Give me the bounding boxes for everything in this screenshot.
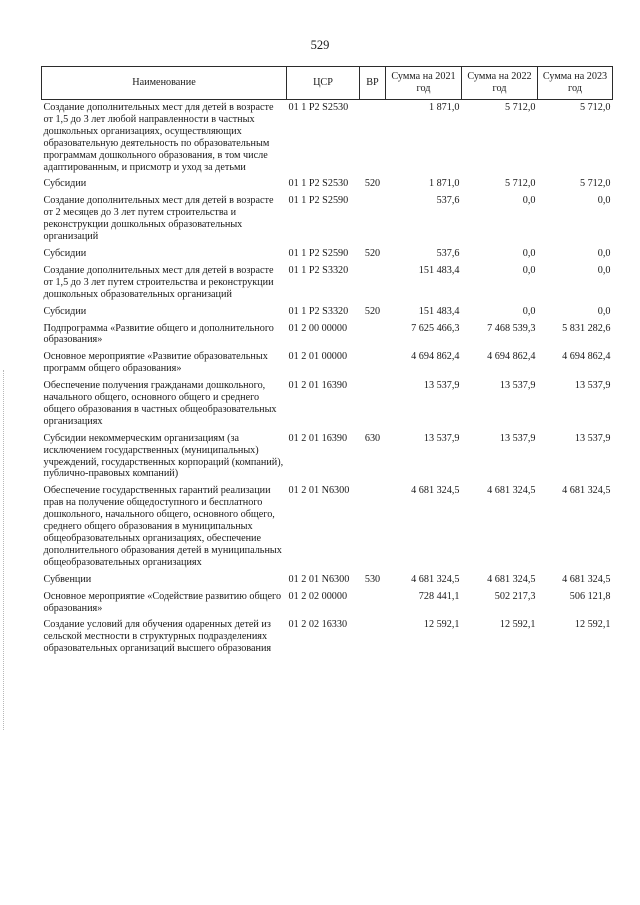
cell-sum-2022: 13 537,9 xyxy=(499,380,536,392)
cell-name: Обеспечение государственных гарантий реализации прав на получение общедоступного и бесплатного дошкольного, начального общего, основного общего, среднего общего образования в муниципальных общеобразовательных организациях, обеспечение дополнительного образования детей в муниципальных общеобразовательных организациях xyxy=(43,485,282,568)
cell-sum-2021: 4 694 862,4 xyxy=(411,351,460,363)
cell-csr: 01 2 00 00000 xyxy=(288,322,348,334)
cell-sum-2023: 0,0 xyxy=(597,195,611,207)
cell-sum-2023: 0,0 xyxy=(597,264,611,276)
cell-vr xyxy=(360,617,386,658)
table-row xyxy=(42,589,613,618)
cell-name: Подпрограмма «Развитие общего и дополнительного образования» xyxy=(43,322,274,346)
table-row xyxy=(42,321,613,350)
cell-sum-2022: 4 681 324,5 xyxy=(487,573,536,585)
cell-sum-2022: 13 537,9 xyxy=(499,432,536,444)
header-name: Наименование xyxy=(42,67,287,100)
cell-vr xyxy=(360,193,386,246)
cell-sum-2022: 7 468 539,3 xyxy=(487,322,536,334)
cell-sum-2023: 13 537,9 xyxy=(574,432,611,444)
cell-vr xyxy=(360,483,386,571)
cell-sum-2021: 4 681 324,5 xyxy=(411,485,460,497)
cell-csr: 01 1 P2 S3320 xyxy=(288,305,349,317)
cell-csr: 01 2 01 00000 xyxy=(288,351,348,363)
cell-vr xyxy=(360,321,386,350)
table-row xyxy=(42,100,613,177)
cell-csr: 01 2 01 16390 xyxy=(288,380,348,392)
header-vr: ВР xyxy=(360,67,386,100)
cell-sum-2021: 12 592,1 xyxy=(423,619,460,631)
binding-marks xyxy=(3,370,7,730)
cell-sum-2023: 12 592,1 xyxy=(574,619,611,631)
cell-sum-2021: 13 537,9 xyxy=(423,432,460,444)
cell-sum-2022: 0,0 xyxy=(522,195,536,207)
cell-csr: 01 2 01 N6300 xyxy=(288,485,350,497)
header-sum-2023: Сумма на 2023 год xyxy=(538,67,613,100)
cell-sum-2023: 4 681 324,5 xyxy=(562,485,611,497)
cell-sum-2022: 0,0 xyxy=(522,264,536,276)
cell-vr: 520 xyxy=(364,247,381,259)
cell-sum-2023: 506 121,8 xyxy=(569,590,611,602)
cell-vr: 530 xyxy=(364,573,381,585)
cell-csr: 01 1 P2 S2590 xyxy=(288,247,349,259)
table-row xyxy=(42,304,613,321)
cell-vr: 520 xyxy=(364,178,381,190)
cell-vr: 630 xyxy=(364,432,381,444)
table-row xyxy=(42,263,613,304)
table-row xyxy=(42,378,613,431)
cell-sum-2022: 4 694 862,4 xyxy=(487,351,536,363)
cell-csr: 01 1 P2 S2530 xyxy=(288,178,349,190)
cell-name: Основное мероприятие «Развитие образовательных программ общего образования» xyxy=(43,351,268,375)
cell-sum-2022: 0,0 xyxy=(522,305,536,317)
cell-vr xyxy=(360,589,386,618)
cell-sum-2022: 0,0 xyxy=(522,247,536,259)
budget-table xyxy=(41,66,613,658)
header-sum-2022: Сумма на 2022 год xyxy=(462,67,538,100)
table-header-row xyxy=(42,67,613,100)
cell-name: Создание дополнительных мест для детей в возрасте от 2 месяцев до 3 лет путем строительства и реконструкции дошкольных образовательных организаций xyxy=(43,195,274,243)
table-row xyxy=(42,617,613,658)
cell-csr: 01 2 02 00000 xyxy=(288,590,348,602)
cell-vr xyxy=(360,378,386,431)
cell-sum-2021: 537,6 xyxy=(436,247,460,259)
header-csr: ЦСР xyxy=(287,67,360,100)
cell-name: Субвенции xyxy=(43,573,92,585)
table-row xyxy=(42,176,613,193)
cell-name: Субсидии xyxy=(43,247,87,259)
header-sum-2021: Сумма на 2021 год xyxy=(386,67,462,100)
cell-sum-2022: 12 592,1 xyxy=(499,619,536,631)
table-row xyxy=(42,572,613,589)
cell-sum-2021: 728 441,1 xyxy=(418,590,460,602)
cell-vr: 520 xyxy=(364,305,381,317)
table-row xyxy=(42,246,613,263)
cell-name: Создание дополнительных мест для детей в возрасте от 1,5 до 3 лет путем строительства и реконструкции дошкольных образовательных организаций xyxy=(43,264,274,300)
cell-sum-2022: 502 217,3 xyxy=(494,590,536,602)
cell-name: Субсидии xyxy=(43,305,87,317)
cell-name: Обеспечение получения гражданами дошкольного, начального общего, основного общего и среднего общего образования в частных общеобразовательных организациях xyxy=(43,380,277,427)
table-row xyxy=(42,349,613,378)
table-row xyxy=(42,431,613,484)
cell-sum-2021: 4 681 324,5 xyxy=(411,573,460,585)
cell-csr: 01 1 P2 S2530 xyxy=(288,102,349,113)
cell-sum-2021: 1 871,0 xyxy=(428,102,460,113)
cell-sum-2022: 4 681 324,5 xyxy=(487,485,536,497)
cell-sum-2021: 7 625 466,3 xyxy=(411,322,460,334)
cell-name: Основное мероприятие «Содействие развитию общего образования» xyxy=(43,590,282,614)
cell-sum-2023: 0,0 xyxy=(597,247,611,259)
cell-sum-2023: 5 831 282,6 xyxy=(562,322,611,334)
cell-vr xyxy=(360,100,386,177)
cell-name: Субсидии некоммерческим организациям (за исключением государственных (муниципальных) учреждений, государственных корпораций (компаний), публично-правовых компаний) xyxy=(43,432,284,480)
cell-name: Субсидии xyxy=(43,178,87,190)
cell-csr: 01 2 01 N6300 xyxy=(288,573,350,585)
cell-sum-2021: 1 871,0 xyxy=(428,178,460,190)
cell-sum-2023: 5 712,0 xyxy=(579,178,611,190)
cell-sum-2023: 4 681 324,5 xyxy=(562,573,611,585)
cell-sum-2023: 0,0 xyxy=(597,305,611,317)
cell-csr: 01 1 P2 S2590 xyxy=(288,195,349,207)
cell-vr xyxy=(360,263,386,304)
table-row xyxy=(42,483,613,571)
cell-sum-2023: 5 712,0 xyxy=(579,102,611,113)
cell-sum-2023: 4 694 862,4 xyxy=(562,351,611,363)
cell-sum-2021: 537,6 xyxy=(436,195,460,207)
cell-sum-2021: 151 483,4 xyxy=(418,264,460,276)
cell-sum-2023: 13 537,9 xyxy=(574,380,611,392)
cell-sum-2021: 13 537,9 xyxy=(423,380,460,392)
cell-sum-2022: 5 712,0 xyxy=(504,178,536,190)
cell-csr: 01 1 P2 S3320 xyxy=(288,264,349,276)
cell-name: Создание дополнительных мест для детей в возрасте от 1,5 до 3 лет любой направленности в частных дошкольных организациях, осуществляющих образовательную деятельность по образовательным программам дошкольного образования, в том числе адаптированным, и присмотр и уход за детьми xyxy=(43,102,274,173)
cell-sum-2022: 5 712,0 xyxy=(504,102,536,113)
cell-csr: 01 2 02 16330 xyxy=(288,619,348,631)
cell-sum-2021: 151 483,4 xyxy=(418,305,460,317)
table-row xyxy=(42,193,613,246)
cell-csr: 01 2 01 16390 xyxy=(288,432,348,444)
cell-name: Создание условий для обучения одаренных детей из сельской местности в структурных подразделениях образовательных организаций высшего образования xyxy=(43,619,272,655)
cell-vr xyxy=(360,349,386,378)
page-number: 529 xyxy=(310,38,330,52)
